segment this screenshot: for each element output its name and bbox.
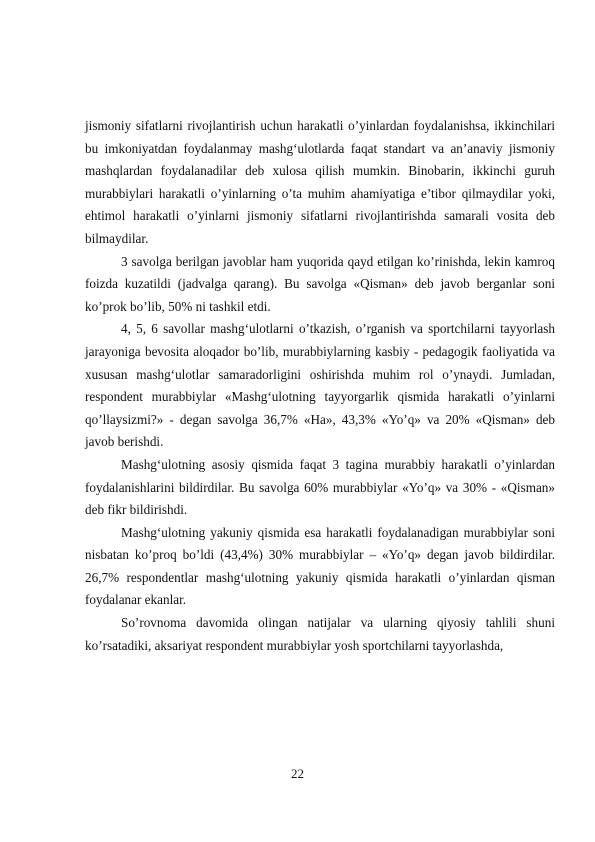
body-text <box>85 115 555 657</box>
paragraph: Mashg‘ulotning asosiy qismida faqat 3 tagina murabbiy harakatli o’yinlardan foydalanishlarini bildirdilar. Bu savolga 60% murabbiylar «Yo’q» va 30% - «Qisman» deb fikr bildirishdi. <box>85 456 555 518</box>
paragraph: So’rovnoma davomida olingan natijalar va ularning qiyosiy tahlili shuni ko’rsatadiki, aksariyat respondent murabbiylar yosh sportchilarni tayyorlashda, <box>85 615 555 653</box>
paragraph: Mashg‘ulotning yakuniy qismida esa harakatli foydalanadigan murabbiylar soni nisbatan ko’proq bo’ldi (43,4%) 30% murabbiylar – «Yo’q» degan javob bildirdilar. 26,7% respondentlar mashg‘ulotning yakuniy qismida harakatli o’yinlardan qisman foydalanar ekanlar. <box>85 524 555 608</box>
page-number: 22 <box>291 766 304 781</box>
paragraph: jismoniy sifatlarni rivojlantirish uchun harakatli o’yinlardan foydalanishsa, ikkinchilari bu imkoniyatdan foydalanmay mashg‘ulotlarda faqat standart va an’anaviy jismoniy mashqlardan foydalanadilar deb xulosa qilish mumkin. Binobarin, ikkinchi guruh murabbiylari harakatli o’yinlarning o’ta muhim ahamiyatiga e’tibor qilmaydilar yoki, ehtimol harakatli o’yinlarni jismoniy sifatlarni rivojlantirishda samarali vosita deb bilmaydilar. <box>85 118 555 246</box>
paragraph: 4, 5, 6 savollar mashg‘ulotlarni o’tkazish, o’rganish va sportchilarni tayyorlash jarayoniga bevosita aloqador bo’lib, murabbiylarning kasbiy - pedagogik faoliyatida va xususan mashg‘ulotlar samaradorligini oshirishda muhim rol o’ynaydi. Jumladan, respondent murabbiylar «Mashg‘ulotning tayyorgarlik qismida harakatli o’yinlarni qo’llaysizmi?» - degan savolga 36,7% «Ha», 43,3% «Yo’q» va 20% «Qisman» deb javob berishdi. <box>85 321 555 450</box>
paragraph: 3 savolga berilgan javoblar ham yuqorida qayd etilgan ko’rinishda, lekin kamroq foizda kuzatildi (jadvalga qarang). Bu savolga «Qisman» deb javob berganlar soni ko’prok bo’lib, 50% ni tashkil etdi. <box>85 253 555 314</box>
